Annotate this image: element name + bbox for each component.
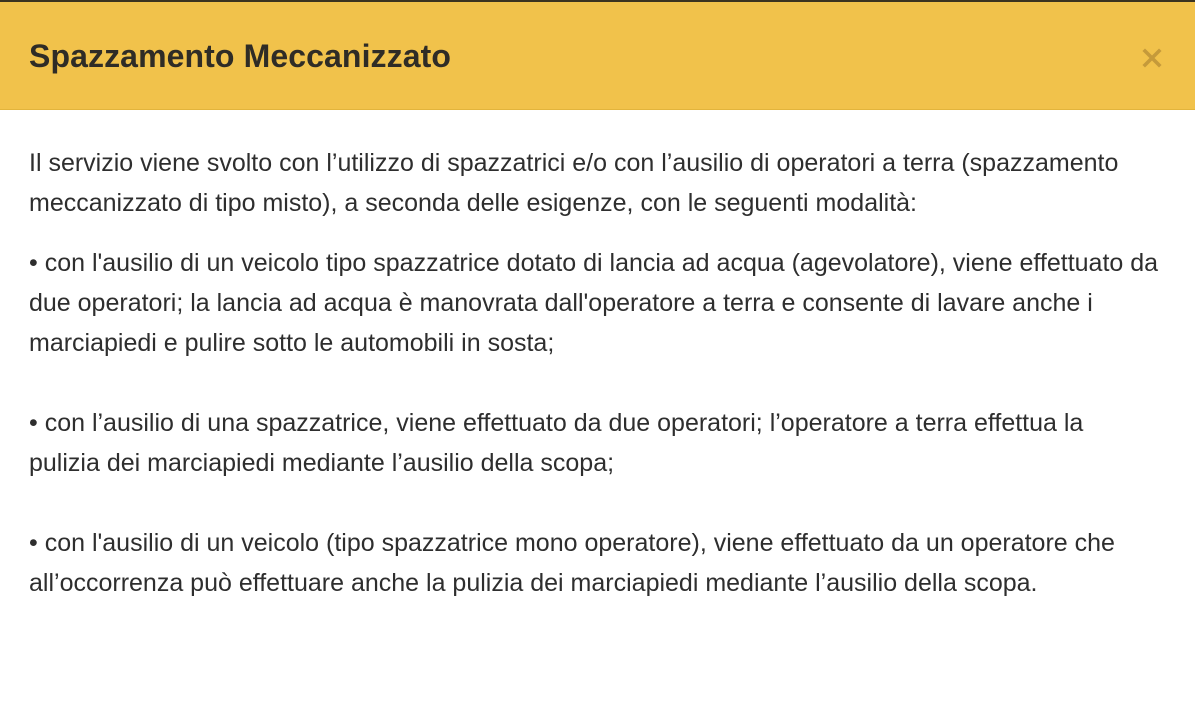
close-button[interactable]: [1137, 36, 1167, 72]
spacer: [29, 363, 1159, 403]
modal-header: [0, 2, 1195, 110]
list-item: • con l’ausilio di una spazzatrice, viene effettuato da due operatori; l’operatore a terra effettua la pulizia dei marciapiedi mediante l’ausilio della scopa;: [29, 409, 1084, 477]
modal-body: [29, 143, 1159, 603]
modal-title: Spazzamento Meccanizzato: [29, 38, 452, 74]
spacer: [29, 483, 1159, 523]
list-item: • con l'ausilio di un veicolo (tipo spazzatrice mono operatore), viene effettuato da un operatore che all’occorrenza può effettuare anche la pulizia dei marciapiedi mediante l’ausilio della scopa.: [29, 529, 1115, 597]
close-icon: [1142, 48, 1162, 68]
list-item: • con l'ausilio di un veicolo tipo spazzatrice dotato di lancia ad acqua (agevolatore), viene effettuato da due operatori; la lancia ad acqua è manovrata dall'operatore a terra e consente di lavare anche i marciapiedi e pulire sotto le automobili in sosta;: [29, 249, 1159, 357]
intro-paragraph: Il servizio viene svolto con l’utilizzo di spazzatrici e/o con l’ausilio di operatori a terra (spazzamento meccanizzato di tipo misto), a seconda delle esigenze, con le seguenti modalità:: [29, 149, 1119, 217]
